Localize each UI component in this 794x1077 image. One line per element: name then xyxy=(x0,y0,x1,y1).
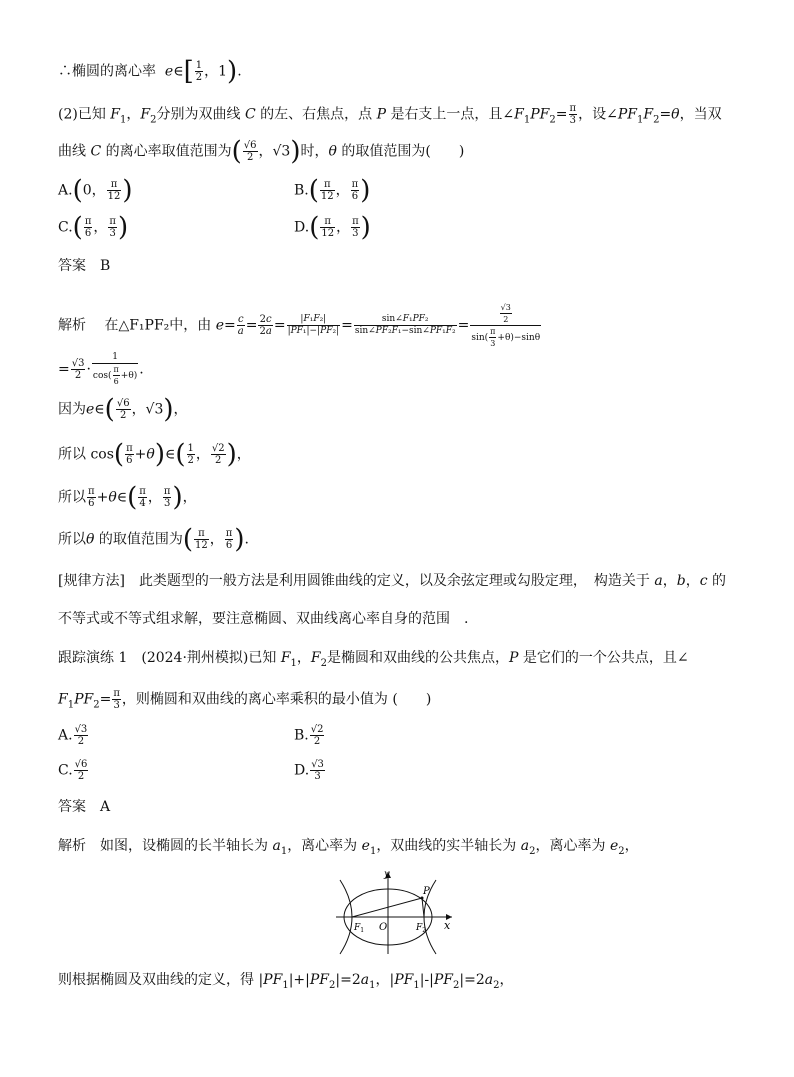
analysis-1-line-2: = $\frac{√3}{2}$ · 1 cos( $\frac{\pi}{6}$ +θ) . xyxy=(58,352,144,386)
track-line-2: $F_1PF_2=$ $\frac{\pi}{3}$ ，则椭圆和双曲线的离心率乘积的最小值为 ( ) xyxy=(58,688,432,711)
figure-f1-label: $F_1$ xyxy=(354,923,365,934)
answer-1: 答案 B xyxy=(58,258,111,274)
figure-p-label: P xyxy=(423,886,430,897)
figure-x-label: x xyxy=(444,919,451,932)
figure-y-label: y xyxy=(384,869,390,880)
option-b-2: B. $\frac{√2}{2}$ xyxy=(294,724,324,747)
method-line-1: [规律方法] 此类题型的一般方法是利用圆锥曲线的定义，以及余弦定理或勾股定理， 构造关于 a，b，c 的 xyxy=(58,573,727,589)
option-d-2: D. $\frac{√3}{3}$ xyxy=(294,759,324,782)
option-d: D.( $\frac{\pi}{12}$ ， $\frac{\pi}{3}$ ) xyxy=(294,212,371,243)
track-line-1: 跟踪演练 1 (2024·荆州模拟)已知 $F_1$，$F_2$是椭圆和双曲线的公共焦点，P 是它们的一个公共点，且∠ xyxy=(58,650,689,669)
figure-o-label: O xyxy=(379,922,388,933)
figure-f2-label: $F_2$ xyxy=(416,923,427,934)
eccentricity-conclusion: ∴椭圆的离心率 e∈[ $\frac{1}{2}$ ，1). xyxy=(58,56,242,87)
option-b: B.( $\frac{\pi}{12}$ ， $\frac{\pi}{6}$ ) xyxy=(294,175,371,206)
analysis-1-line-1: 解析 在△F₁PF₂中，由 e= $\frac{c}{a}$ = $\frac{2c}{2a}$ = $\frac{\text{|F₁F₂|}}{\text{|PF₁|−|PF₂|}}$ = $\frac{\text{sin∠F₁PF₂}}{\text{sin∠PF₂F₁−sin∠PF₁F₂}}$ = $\frac{√3}{2}$ sin( $\frac{\pi}{3}$ +θ)−sinθ xyxy=(58,303,541,348)
option-c: C.( $\frac{\pi}{6}$ ， $\frac{\pi}{3}$ ) xyxy=(58,212,129,243)
question-2-line-1: (2)已知 $F_1$，$F_2$分别为双曲线 C 的左、右焦点，点 P 是右支上一点，且$\angle F_1PF_2=$ $\frac{\pi}{3}$ ，设$\angle PF_1F_2=\theta$，当双 xyxy=(58,103,722,126)
option-a-2: A. $\frac{√3}{2}$ xyxy=(58,724,88,747)
ellipse-hyperbola-figure xyxy=(330,868,460,958)
final-line: 则根据椭圆及双曲线的定义，得 $|PF_1|+|PF_2|=2a_1$，$|PF_1|-|PF_2|=2a_2$， xyxy=(58,972,514,991)
analysis-2-line-1: 解析 如图，设椭圆的长半轴长为 $a_1$，离心率为 $e_1$，双曲线的实半轴长为 $a_2$，离心率为 $e_2$， xyxy=(58,838,639,857)
question-2-line-2: 曲线 C 的离心率取值范围为( $\frac{√6}{2}$ ，√3)时，θ 的取值范围为( ) xyxy=(58,136,465,167)
analysis-1-line-3: 因为e∈( $\frac{√6}{2}$ ，√3)， xyxy=(58,394,188,425)
answer-2: 答案 A xyxy=(58,799,111,815)
method-line-2: 不等式或不等式组求解，要注意椭圆、双曲线离心率自身的范围 . xyxy=(58,611,469,627)
option-a: A.(0， $\frac{\pi}{12}$ ) xyxy=(58,175,133,206)
option-c-2: C. $\frac{√6}{2}$ xyxy=(58,759,88,782)
analysis-1-line-5: 所以 $\frac{\pi}{6}$ +θ∈( $\frac{\pi}{4}$ ， $\frac{\pi}{3}$ )， xyxy=(58,482,197,513)
analysis-1-line-4: 所以 cos( $\frac{\pi}{6}$ +θ)∈( $\frac{1}{2}$ ， $\frac{√2}{2}$ )， xyxy=(58,439,251,470)
analysis-1-line-6: 所以θ 的取值范围为( $\frac{\pi}{12}$ ， $\frac{\pi}{6}$ ). xyxy=(58,524,249,555)
